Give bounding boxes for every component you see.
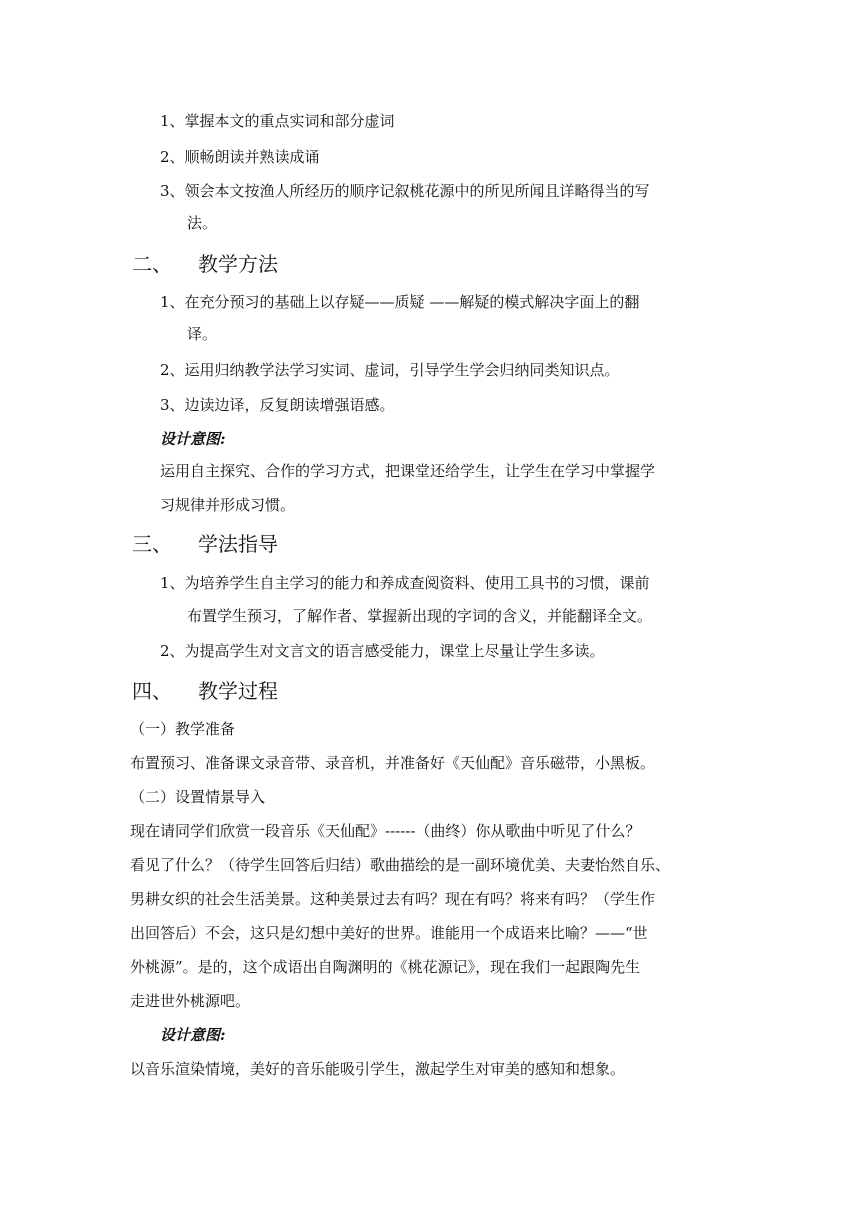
section-4-title: 教学过程 <box>198 679 278 703</box>
study-item-1: 1、为培养学生自主学习的能力和养成查阅资料、使用工具书的习惯，课前 <box>160 574 650 592</box>
method-item-3: 3、边读边译，反复朗读增强语感。 <box>160 396 395 414</box>
study-item-1-cont: 布置学生预习，了解作者、掌握新出现的字词的含义，并能翻译全文。 <box>187 607 653 625</box>
design-intent-label-2: 设计意图: <box>160 1026 226 1044</box>
goal-item-1: 1、掌握本文的重点实词和部分虚词 <box>160 112 395 130</box>
section-3-title: 学法指导 <box>198 532 278 556</box>
section-2-number: 二、 <box>132 252 172 276</box>
subsection-1-title: （一）教学准备 <box>130 720 236 738</box>
section-4-heading <box>132 677 278 705</box>
subsection-2-text-2: 看见了什么？（待学生回答后归结）歌曲描绘的是一副环境优美、夫妻怡然自乐、 <box>130 856 671 874</box>
goal-item-3-cont: 法。 <box>187 214 218 232</box>
subsection-2-text-5: 外桃源”。是的，这个成语出自陶渊明的《桃花源记》，现在我们一起跟陶先生 <box>130 958 641 976</box>
subsection-2-text-6: 走进世外桃源吧。 <box>130 992 251 1010</box>
subsection-2-title: （二）设置情景导入 <box>130 788 266 806</box>
study-item-2: 2、为提高学生对文言文的语言感受能力，课堂上尽量让学生多读。 <box>160 642 605 660</box>
design-intent-text-2: 以音乐渲染情境，美好的音乐能吸引学生，激起学生对审美的感知和想象。 <box>130 1060 626 1078</box>
subsection-2-text-4: 出回答后）不会，这只是幻想中美好的世界。谁能用一个成语来比喻？——“世 <box>130 924 648 942</box>
design-intent-label-1: 设计意图: <box>160 430 226 448</box>
method-item-2: 2、运用归纳教学法学习实词、虚词，引导学生学会归纳同类知识点。 <box>160 361 620 379</box>
subsection-2-text-3: 男耕女织的社会生活美景。这种美景过去有吗？现在有吗？将来有吗？（学生作 <box>130 890 656 908</box>
goal-item-2: 2、顺畅朗读并熟读成诵 <box>160 148 320 166</box>
goal-item-3: 3、领会本文按渔人所经历的顺序记叙桃花源中的所见所闻且详略得当的写 <box>160 182 650 200</box>
section-3-number: 三、 <box>132 532 172 556</box>
section-2-heading <box>132 250 278 278</box>
section-2-title: 教学方法 <box>198 252 278 276</box>
subsection-1-text: 布置预习、准备课文录音带、录音机，并准备好《天仙配》音乐磁带，小黑板。 <box>130 754 656 772</box>
section-4-number: 四、 <box>132 679 172 703</box>
method-item-1: 1、在充分预习的基础上以存疑——质疑 ——解疑的模式解决字面上的翻 <box>160 293 640 311</box>
method-item-1-cont: 译。 <box>187 325 218 343</box>
design-intent-text-1a: 运用自主探究、合作的学习方式，把课堂还给学生，让学生在学习中掌握学 <box>160 462 656 480</box>
section-3-heading <box>132 530 278 558</box>
subsection-2-text-1: 现在请同学们欣赏一段音乐《天仙配》------（曲终）你从歌曲中听见了什么？ <box>130 822 641 840</box>
design-intent-text-1b: 习规律并形成习惯。 <box>160 496 296 514</box>
